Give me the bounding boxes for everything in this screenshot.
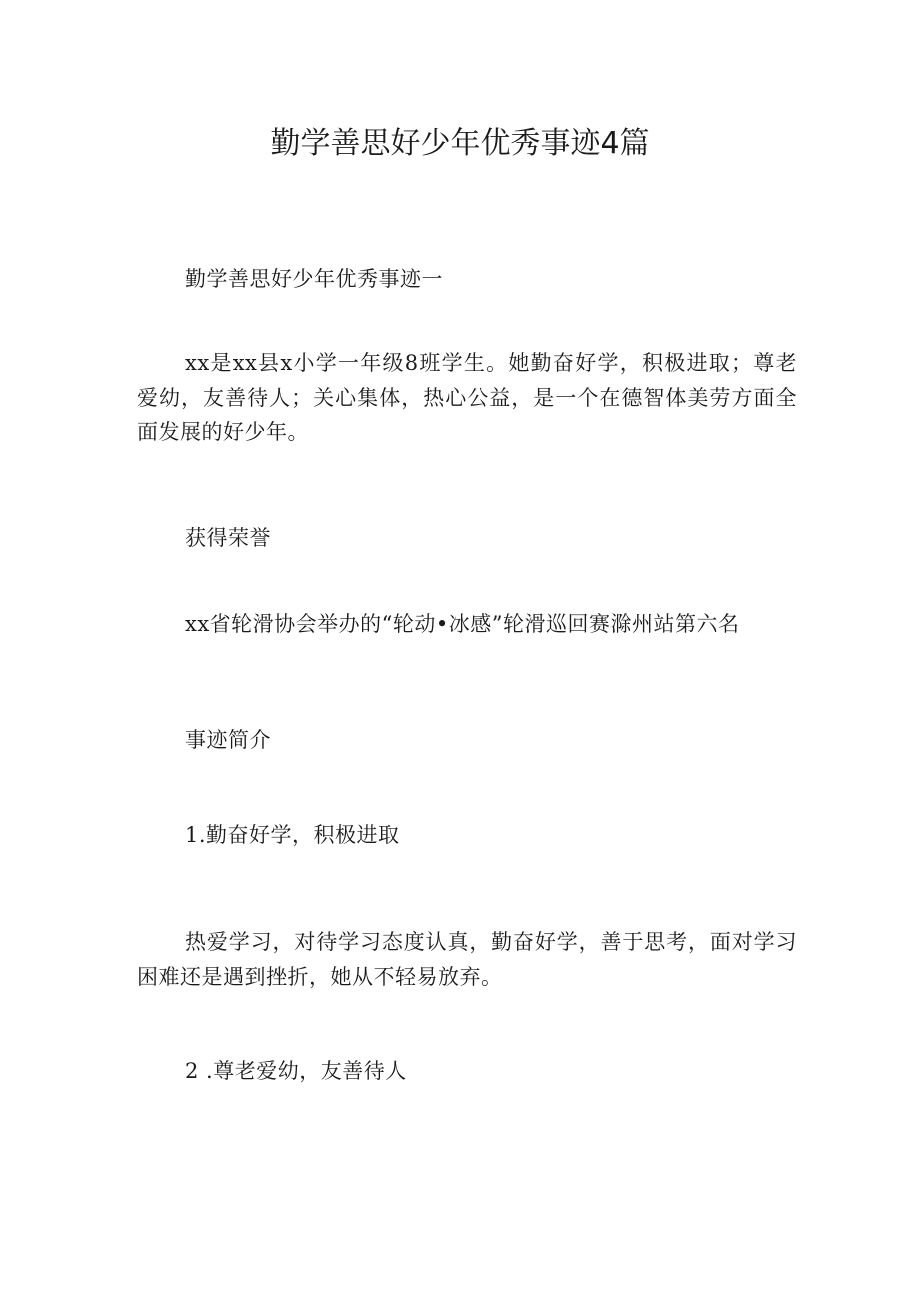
- honors-item: xx省轮滑协会举办的“轮动•冰感”轮滑巡回赛滁州站第六名: [185, 612, 740, 636]
- section-heading: 勤学善思好少年优秀事迹一: [185, 267, 443, 291]
- honors-heading: 获得荣誉: [185, 526, 271, 550]
- deed-item-2-heading: 2 .尊老爱幼，友善待人: [185, 1059, 407, 1083]
- document-title: 勤学善思好少年优秀事迹4篇: [270, 126, 650, 161]
- intro-paragraph: xx是xx县x小学一年级8班学生。她勤奋好学，积极进取；尊老爱幼，友善待人；关心集体，热心公益，是一个在德智体美劳方面全面发展的好少年。: [137, 351, 797, 444]
- deed-item-1-paragraph: 热爱学习，对待学习态度认真，勤奋好学，善于思考，面对学习困难还是遇到挫折，她从不轻易放弃。: [137, 930, 797, 989]
- deeds-heading: 事迹简介: [185, 728, 271, 752]
- deed-item-1-heading: 1.勤奋好学，积极进取: [185, 823, 400, 847]
